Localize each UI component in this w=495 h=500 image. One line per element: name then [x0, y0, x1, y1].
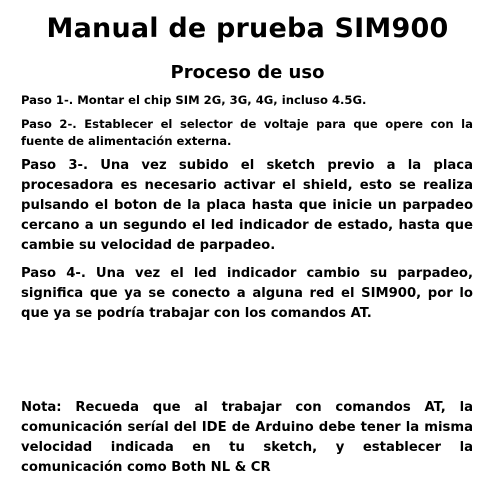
page-subtitle: Proceso de uso: [170, 62, 325, 83]
note-text: Nota: Recueda que al trabajar con comandos AT, la comunicación seríal del IDE de Arduino debe tener la misma velocidad indicada en tu sketch, y establecer la comunicación como Both NL & CR: [21, 400, 473, 475]
page-title: Manual de prueba SIM900: [46, 13, 449, 44]
step-1-text: Paso 1-. Montar el chip SIM 2G, 3G, 4G, incluso 4.5G.: [21, 93, 367, 107]
step-4-text: Paso 4-. Una vez el led indicador cambio su parpadeo, significa que ya se conecto a alguna red el SIM900, por lo que ya se podría trabajar con los comandos AT.: [21, 266, 473, 321]
step-2-text: Paso 2-. Establecer el selector de voltaje para que opere con la fuente de alimentación externa.: [21, 117, 473, 148]
step-3-text: Paso 3-. Una vez subido el sketch previo a la placa procesadora es necesario activar el shield, esto se realiza pulsando el boton de la placa hasta que inicie un parpadeo cercano a un segundo el led indicador de estado, hasta que cambie su velocidad de parpadeo.: [21, 158, 473, 253]
